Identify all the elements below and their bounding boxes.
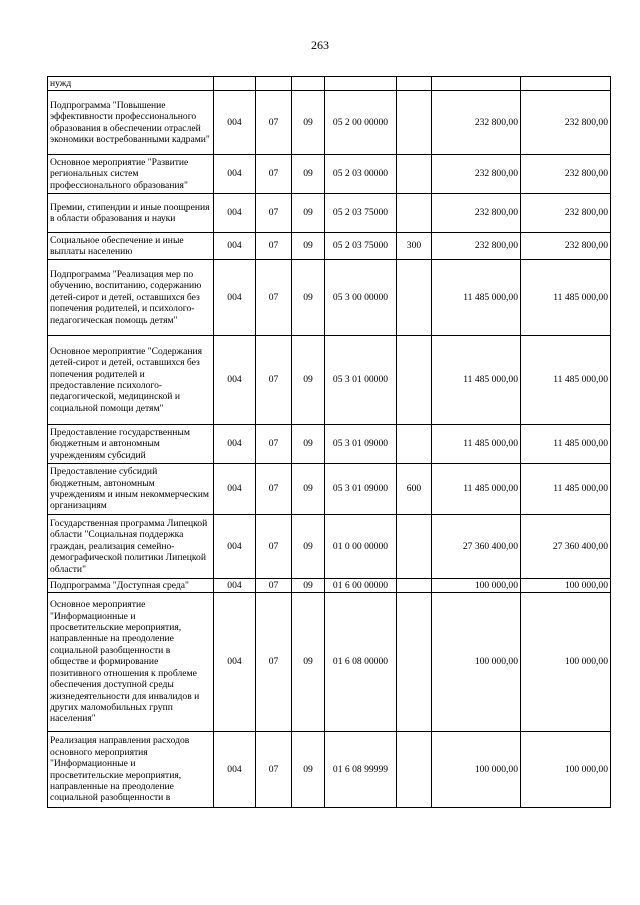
cell-pr: 09 (292, 515, 325, 579)
cell-csr: 05 3 00 00000 (325, 260, 397, 336)
cell-csr: 01 6 08 00000 (325, 593, 397, 732)
table-row (48, 155, 611, 194)
cell-sum2: 100 000,00 (521, 593, 611, 732)
cell-rz (256, 77, 292, 91)
cell-csr: 01 0 00 00000 (325, 515, 397, 579)
cell-pr: 09 (292, 233, 325, 260)
cell-name: Основное мероприятие "Развитие региональных систем профессионального образования" (48, 155, 214, 194)
cell-pr: 09 (292, 155, 325, 194)
cell-vr (397, 336, 432, 425)
cell-rz: 07 (256, 515, 292, 579)
cell-rz: 07 (256, 336, 292, 425)
cell-sum1: 100 000,00 (432, 579, 521, 593)
cell-vr (397, 155, 432, 194)
cell-pr: 09 (292, 336, 325, 425)
cell-ved (214, 77, 256, 91)
cell-rz: 07 (256, 91, 292, 155)
cell-pr: 09 (292, 194, 325, 233)
table-row (48, 579, 611, 593)
cell-pr: 09 (292, 425, 325, 464)
cell-csr: 05 3 01 09000 (325, 464, 397, 515)
cell-vr (397, 77, 432, 91)
cell-pr: 09 (292, 91, 325, 155)
cell-rz: 07 (256, 593, 292, 732)
cell-sum1: 232 800,00 (432, 155, 521, 194)
cell-csr: 05 2 03 00000 (325, 155, 397, 194)
cell-name: Премии, стипендии и иные поощрения в области образования и науки (48, 194, 214, 233)
cell-sum2: 27 360 400,00 (521, 515, 611, 579)
cell-ved: 004 (214, 515, 256, 579)
cell-vr (397, 515, 432, 579)
cell-sum2: 11 485 000,00 (521, 336, 611, 425)
cell-name: Основное мероприятие "Информационные и просветительские мероприятия, направленные на преодоление социальной разобщенности в обществе и формирование позитивного отношения к проблеме обеспечения доступной среды жизнедеятельности для инвалидов и других маломобильных групп населения" (48, 593, 214, 732)
table-row (48, 336, 611, 425)
cell-vr (397, 194, 432, 233)
cell-name: Подпрограмма "Доступная среда" (48, 579, 214, 593)
table-row (48, 91, 611, 155)
cell-sum1: 100 000,00 (432, 732, 521, 808)
cell-name: Предоставление государственным бюджетным и автономным учреждениям субсидий (48, 425, 214, 464)
cell-rz: 07 (256, 155, 292, 194)
table-row (48, 260, 611, 336)
cell-sum1: 11 485 000,00 (432, 336, 521, 425)
table-row (48, 233, 611, 260)
cell-pr (292, 77, 325, 91)
cell-sum2: 232 800,00 (521, 91, 611, 155)
cell-csr: 01 6 08 99999 (325, 732, 397, 808)
cell-pr: 09 (292, 579, 325, 593)
cell-name: Государственная программа Липецкой области "Социальная поддержка граждан, реализация семейно-демографической политики Липецкой области" (48, 515, 214, 579)
cell-ved: 004 (214, 425, 256, 464)
cell-csr: 05 2 00 00000 (325, 91, 397, 155)
cell-name: Подпрограмма "Реализация мер по обучению, воспитанию, содержанию детей-сирот и детей, оставшихся без попечения родителей, и психолого-педагогическая помощь детям" (48, 260, 214, 336)
cell-sum1: 232 800,00 (432, 91, 521, 155)
table-row (48, 732, 611, 808)
page-number: 263 (311, 38, 329, 52)
cell-sum2: 232 800,00 (521, 155, 611, 194)
cell-vr (397, 425, 432, 464)
cell-ved: 004 (214, 579, 256, 593)
table-row (48, 515, 611, 579)
cell-sum1 (432, 77, 521, 91)
cell-sum2: 100 000,00 (521, 732, 611, 808)
cell-csr: 05 2 03 75000 (325, 194, 397, 233)
cell-rz: 07 (256, 233, 292, 260)
cell-ved: 004 (214, 260, 256, 336)
cell-csr: 05 3 01 09000 (325, 425, 397, 464)
cell-sum1: 11 485 000,00 (432, 464, 521, 515)
cell-sum2: 232 800,00 (521, 233, 611, 260)
cell-name: нужд (48, 77, 214, 91)
cell-name: Реализация направления расходов основного мероприятия "Информационные и просветительские мероприятия, направленные на преодоление социальной разобщенности в (48, 732, 214, 808)
cell-rz: 07 (256, 194, 292, 233)
cell-rz: 07 (256, 260, 292, 336)
cell-pr: 09 (292, 260, 325, 336)
cell-vr: 600 (397, 464, 432, 515)
table-row (48, 593, 611, 732)
table-row (48, 194, 611, 233)
cell-sum2: 100 000,00 (521, 579, 611, 593)
cell-ved: 004 (214, 233, 256, 260)
cell-csr: 01 6 00 00000 (325, 579, 397, 593)
cell-ved: 004 (214, 155, 256, 194)
cell-sum1: 27 360 400,00 (432, 515, 521, 579)
cell-pr: 09 (292, 732, 325, 808)
cell-vr (397, 593, 432, 732)
table-row (48, 77, 611, 91)
cell-rz: 07 (256, 425, 292, 464)
cell-sum1: 100 000,00 (432, 593, 521, 732)
cell-vr: 300 (397, 233, 432, 260)
cell-name: Предоставление субсидий бюджетным, автономным учреждениям и иным некоммерческим организациям (48, 464, 214, 515)
cell-sum1: 232 800,00 (432, 233, 521, 260)
cell-sum2: 11 485 000,00 (521, 425, 611, 464)
cell-sum2: 11 485 000,00 (521, 260, 611, 336)
table-row (48, 425, 611, 464)
cell-vr (397, 91, 432, 155)
cell-pr: 09 (292, 464, 325, 515)
cell-rz: 07 (256, 732, 292, 808)
cell-sum2: 11 485 000,00 (521, 464, 611, 515)
cell-ved: 004 (214, 732, 256, 808)
budget-table-body (48, 77, 611, 808)
cell-vr (397, 579, 432, 593)
cell-sum1: 11 485 000,00 (432, 260, 521, 336)
cell-sum1: 232 800,00 (432, 194, 521, 233)
budget-table (47, 76, 611, 808)
cell-ved: 004 (214, 336, 256, 425)
cell-ved: 004 (214, 593, 256, 732)
cell-rz: 07 (256, 579, 292, 593)
cell-vr (397, 732, 432, 808)
cell-sum2 (521, 77, 611, 91)
cell-sum2: 232 800,00 (521, 194, 611, 233)
cell-csr (325, 77, 397, 91)
cell-csr: 05 3 01 00000 (325, 336, 397, 425)
cell-vr (397, 260, 432, 336)
table-row (48, 464, 611, 515)
cell-name: Основное мероприятие "Содержания детей-сирот и детей, оставшихся без попечения родителей и предоставление психолого-педагогической, медицинской и социальной помощи детям" (48, 336, 214, 425)
cell-name: Подпрограмма "Повышение эффективности профессионального образования в обеспечении отраслей экономики востребованными кадрами" (48, 91, 214, 155)
cell-ved: 004 (214, 464, 256, 515)
cell-ved: 004 (214, 91, 256, 155)
cell-name: Социальное обеспечение и иные выплаты населению (48, 233, 214, 260)
cell-rz: 07 (256, 464, 292, 515)
cell-ved: 004 (214, 194, 256, 233)
cell-csr: 05 2 03 75000 (325, 233, 397, 260)
cell-sum1: 11 485 000,00 (432, 425, 521, 464)
cell-pr: 09 (292, 593, 325, 732)
